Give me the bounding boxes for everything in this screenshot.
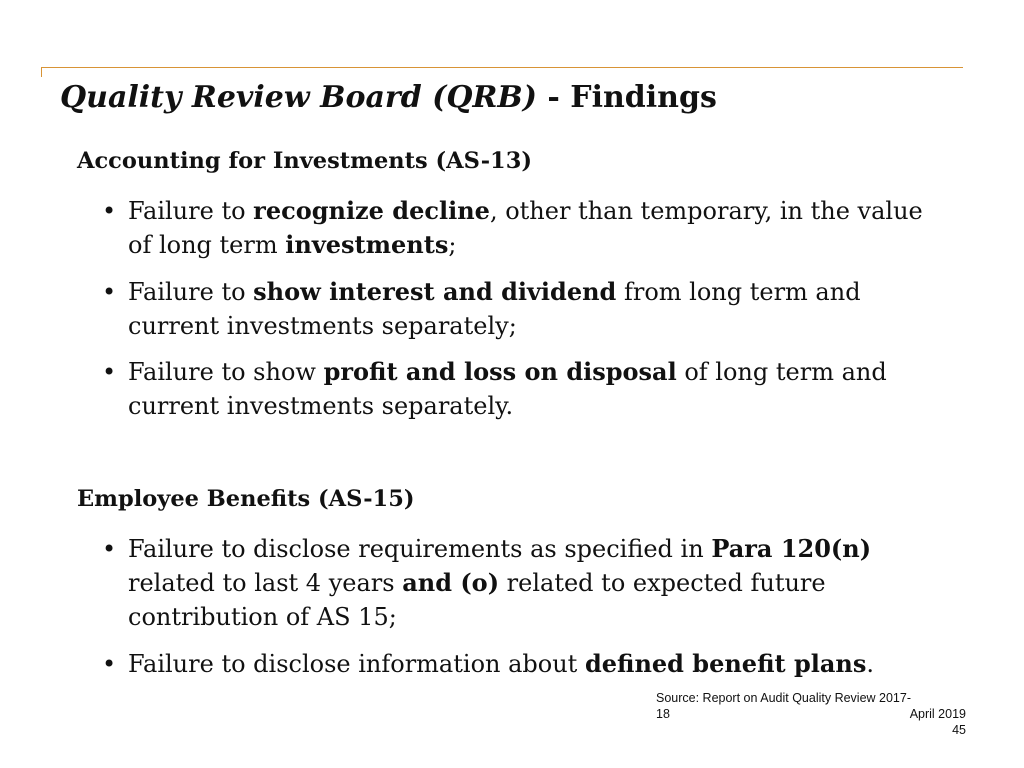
bullet-item (102, 194, 928, 262)
bullet-text-bold: Para 120(n) (711, 534, 872, 563)
bullet-dot: • (102, 358, 117, 386)
bullet-text: Failure to show (128, 358, 324, 386)
title-rule-vertical (41, 67, 42, 77)
bullet-text: of long term and current investments separately. (128, 358, 887, 420)
section-heading-employee-benefits: Employee Benefits (AS-15) (77, 486, 415, 512)
bullet-text: , other than temporary, in the value of long term (128, 197, 923, 259)
bullet-item (102, 355, 918, 423)
bullet-text: ; (448, 231, 457, 259)
page-number: 45 (952, 723, 966, 737)
title-rule-horizontal (41, 67, 963, 68)
source-line: Source: Report on Audit Quality Review 2017- (656, 691, 911, 705)
bullet-text-bold: show interest and dividend (253, 277, 617, 306)
bullet-text: from long term and current investments separately; (128, 278, 861, 340)
slide-title-italic: Quality Review Board (QRB) (60, 80, 537, 115)
bullet-text: related to last 4 years (128, 569, 403, 597)
bullet-item (102, 275, 888, 343)
bullet-text: . (866, 650, 875, 678)
bullet-dot: • (102, 650, 117, 678)
bullet-text: related to expected future contribution of AS 15; (128, 569, 826, 631)
bullet-dot: • (102, 535, 117, 563)
bullet-text: Failure to disclose information about (128, 650, 585, 678)
slide-title-rest: - Findings (536, 80, 717, 115)
bullet-text: Failure to disclose requirements as specified in (128, 535, 712, 563)
bullet-item (102, 647, 888, 681)
bullet-text-bold: profit and loss on disposal (323, 357, 677, 386)
bullet-dot: • (102, 278, 117, 306)
bullet-text-bold: defined benefit plans (584, 649, 867, 678)
bullet-text-bold: recognize decline (253, 196, 490, 225)
footer-date: April 2019 (909, 707, 966, 721)
bullet-item (102, 532, 908, 634)
bullet-text: Failure to (128, 278, 254, 306)
bullet-text-bold: and (o) (402, 568, 500, 597)
source-footer (656, 690, 966, 738)
slide-title (60, 80, 717, 115)
bullet-text-bold: investments (285, 230, 449, 259)
bullet-text: Failure to (128, 197, 254, 225)
bullet-dot: • (102, 197, 117, 225)
source-year-suffix: 18 (656, 707, 670, 721)
section-heading-investments: Accounting for Investments (AS-13) (77, 148, 532, 174)
